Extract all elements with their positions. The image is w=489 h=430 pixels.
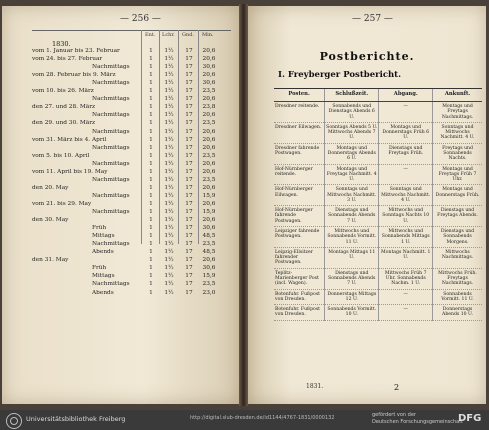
row-label: den 29. und 30. März <box>32 120 96 127</box>
cell-min: 30,6 <box>202 80 216 87</box>
cell-gnd: 17 <box>185 192 193 199</box>
cell-min: 20,6 <box>202 184 216 191</box>
row-label: Früh <box>92 225 107 232</box>
schedule-row <box>32 56 237 64</box>
row-label: Nachmittags <box>92 80 130 87</box>
row-label: Nachmittags <box>92 241 130 248</box>
row-label: vom 10. bis 26. März <box>32 88 94 95</box>
cell-posten: Dresdner fahrende Postwagen. <box>274 143 325 164</box>
cell-ankunft: Donnerstags Abends 10 U. <box>433 305 482 321</box>
cell-schluss: Dienstags und Sonnabends Abends 7 U. <box>325 268 379 289</box>
cell-ankunft: Mittwochs Nachmittags. <box>433 247 482 268</box>
cell-abgang: — <box>379 164 433 185</box>
cell-ent: 1 <box>149 160 153 167</box>
cell-lchr: 1½ <box>164 209 174 215</box>
cell-schluss: Montags und Donnerstags Abends 6 U. <box>325 143 379 164</box>
cell-min: 23,0 <box>202 289 216 296</box>
cell-gnd: 17 <box>185 144 193 151</box>
row-label: den 20. May <box>32 184 69 191</box>
cell-posten: Dresdner Eilwagen. <box>274 122 325 143</box>
cell-min: 20,6 <box>202 144 216 151</box>
cell-schluss: Mittwochs und Sonnabends Vormitt. 11 U. <box>325 227 379 248</box>
schedule-row <box>32 193 237 201</box>
cell-lchr: 1½ <box>164 152 174 159</box>
page-title: Postberichte. <box>319 50 415 63</box>
schedule-row <box>32 120 237 128</box>
university-logo-icon[interactable] <box>6 413 22 429</box>
cell-ent: 1 <box>149 120 153 127</box>
post-table <box>274 88 482 321</box>
cell-min: 20,6 <box>202 128 216 135</box>
row-label: vom 1. Januar bis 23. Februar <box>32 48 120 54</box>
cell-min: 20,6 <box>202 136 216 143</box>
row-label: Nachmittags <box>92 96 130 103</box>
cell-min: 20,6 <box>202 56 216 63</box>
cell-lchr: 1½ <box>164 200 174 207</box>
cell-lchr: 1½ <box>164 281 174 288</box>
cell-schluss: Sonnabends Vormitt. 10 U. <box>325 305 379 321</box>
header-schlusszeit: Schlußzeit. <box>325 89 379 102</box>
cell-lchr: 1½ <box>164 192 174 199</box>
cell-ent: 1 <box>149 184 153 191</box>
schedule-row <box>32 48 237 56</box>
row-label: vom 11. April bis 19. May <box>32 168 108 175</box>
cell-posten: Leipzig-Ellsitzer fahrender Postwagen. <box>274 247 325 268</box>
cell-lchr: 1½ <box>164 168 174 175</box>
table-row <box>274 247 482 268</box>
cell-gnd: 17 <box>185 233 193 240</box>
cell-min: 15,9 <box>202 273 216 280</box>
cell-ankunft: Mittwochs Früh. Freytags Nachmittags. <box>433 268 482 289</box>
cell-ent: 1 <box>149 209 153 215</box>
row-label: vom 28. Februar bis 9. März <box>32 72 116 79</box>
cell-gnd: 17 <box>185 96 193 103</box>
cell-lchr: 1½ <box>164 56 174 63</box>
cell-posten: Hof-Nürnberger Eilwagen. <box>274 185 325 206</box>
cell-lchr: 1½ <box>164 265 174 272</box>
cell-ent: 1 <box>149 112 153 119</box>
row-label: Mittags <box>92 273 115 280</box>
row-label: Nachmittags <box>92 281 130 288</box>
column-header-ent: Ent. <box>145 32 156 38</box>
cell-ankunft: Sonntags und Mittwochs Nachmitt. 4 U. <box>433 122 482 143</box>
table-row <box>274 164 482 185</box>
cell-ent: 1 <box>149 64 153 71</box>
cell-schluss: Sonnabends und Dienstags Abends 6 U. <box>325 101 379 122</box>
library-name[interactable]: Universitätsbibliothek Freiberg <box>26 415 126 423</box>
cell-abgang: Montags Nachmitt. 1 U. <box>379 247 433 268</box>
schedule-row <box>32 145 237 153</box>
cell-ent: 1 <box>149 144 153 151</box>
cell-min: 20,6 <box>202 72 216 79</box>
cell-min: 48,5 <box>202 233 216 240</box>
cell-ent: 1 <box>149 192 153 199</box>
row-label: vom 24. bis 27. Februar <box>32 56 103 63</box>
schedule-row <box>32 281 237 289</box>
row-label: den 30. May <box>32 217 69 224</box>
table-row <box>274 143 482 164</box>
table-header-row <box>274 89 482 102</box>
cell-posten: Botenfuhr. Fußpost von Dresden. <box>274 305 325 321</box>
cell-schluss: Sonntags und Mittwochs Nachmitt. 3 U. <box>325 185 379 206</box>
page-number: — 257 — <box>352 14 393 24</box>
cell-lchr: 1½ <box>164 120 174 127</box>
cell-posten: Teplitz-Marienberger Post (incl. Wagen). <box>274 268 325 289</box>
cell-ankunft: Dienstags und Freytags Abends. <box>433 206 482 227</box>
cell-lchr: 1½ <box>164 241 174 248</box>
cell-lchr: 1½ <box>164 72 174 79</box>
page-number: — 256 — <box>120 14 161 24</box>
schedule-row <box>32 88 237 96</box>
cell-min: 20,6 <box>202 48 216 54</box>
cell-min: 23,5 <box>202 120 216 127</box>
cell-min: 23,5 <box>202 241 216 248</box>
table-row <box>274 185 482 206</box>
cell-gnd: 17 <box>185 160 193 167</box>
cell-gnd: 17 <box>185 112 193 119</box>
cell-min: 20,6 <box>202 160 216 167</box>
row-label: Nachmittags <box>92 144 130 151</box>
schedule-row <box>32 169 237 177</box>
cell-abgang: Mittwochs und Sonntags Nachts 10 U. <box>379 206 433 227</box>
cell-gnd: 17 <box>185 241 193 248</box>
column-header-lchr: Lchr. <box>162 32 175 38</box>
schedule-row <box>32 80 237 88</box>
dfg-logo[interactable]: DFG <box>458 413 482 424</box>
cell-min: 20,6 <box>202 112 216 119</box>
cell-min: 20,6 <box>202 168 216 175</box>
table-row <box>274 227 482 248</box>
cell-ankunft: Montags und Donnerstags Früh. <box>433 185 482 206</box>
cell-gnd: 17 <box>185 273 193 280</box>
cell-lchr: 1½ <box>164 184 174 191</box>
cell-ent: 1 <box>149 225 153 232</box>
cell-ent: 1 <box>149 200 153 207</box>
cell-min: 23,5 <box>202 176 216 183</box>
cell-gnd: 17 <box>185 184 193 191</box>
cell-abgang: Mittwochs Früh 7 Uhr. Sonnabends Nachm. 1 U. <box>379 268 433 289</box>
funding-line-2: Deutschen Forschungsgemeinschaft <box>372 418 463 425</box>
cell-schluss: Montags Mittags 11 U. <box>325 247 379 268</box>
schedule-row <box>32 273 237 281</box>
cell-min: 23,5 <box>202 281 216 288</box>
cell-lchr: 1½ <box>164 128 174 135</box>
row-label: vom 31. März bis 4. April <box>32 136 107 143</box>
cell-lchr: 1½ <box>164 64 174 71</box>
cell-gnd: 17 <box>185 120 193 127</box>
cell-schluss: Sonntags Abends 5 U. Mittwochs Abends 7 U. <box>325 122 379 143</box>
header-rule <box>32 30 231 31</box>
cell-abgang: Sonntags und Mittwochs Nachmitt. 4 U. <box>379 185 433 206</box>
cell-gnd: 17 <box>185 265 193 272</box>
cell-ankunft: Dienstags und Sonnabends Morgens. <box>433 227 482 248</box>
cell-gnd: 17 <box>185 136 193 143</box>
cell-gnd: 17 <box>185 48 193 54</box>
schedule-row <box>32 137 237 145</box>
row-label: Nachmittags <box>92 176 130 183</box>
cell-posten: Leipziger fahrende Postwagen. <box>274 227 325 248</box>
cell-schluss: Montags und Freytags Nachmitt. 4 U. <box>325 164 379 185</box>
cell-abgang: — <box>379 305 433 321</box>
document-url[interactable]: http://digital.slub-dresden.de/id1144/4767-1831/0000132 <box>190 415 335 421</box>
row-label: Nachmittags <box>92 112 130 119</box>
cell-posten: Dresdner reitende. <box>274 101 325 122</box>
cell-ent: 1 <box>149 72 153 79</box>
cell-lchr: 1½ <box>164 249 174 256</box>
post-table-body <box>274 101 482 320</box>
cell-min: 30,6 <box>202 265 216 272</box>
cell-ent: 1 <box>149 233 153 240</box>
cell-min: 15,9 <box>202 209 216 215</box>
schedule-row <box>32 177 237 185</box>
schedule-row <box>32 185 237 193</box>
cell-gnd: 17 <box>185 209 193 215</box>
cell-abgang: Dienstags und Freytags Früh. <box>379 143 433 164</box>
cell-min: 48,5 <box>202 249 216 256</box>
cell-gnd: 17 <box>185 56 193 63</box>
cell-lchr: 1½ <box>164 136 174 143</box>
cell-ankunft: Sonnabends Vormitt. 11 U. <box>433 289 482 305</box>
row-label: den 31. May <box>32 257 69 264</box>
cell-lchr: 1½ <box>164 88 174 95</box>
cell-lchr: 1½ <box>164 273 174 280</box>
cell-ent: 1 <box>149 217 153 224</box>
cell-ent: 1 <box>149 168 153 175</box>
row-label: Abends <box>92 289 114 296</box>
schedule-row <box>32 290 237 298</box>
cell-ent: 1 <box>149 152 153 159</box>
column-header-gnd: Gnd. <box>182 32 195 38</box>
schedule-row <box>32 217 237 225</box>
cell-abgang: Mittwochs und Sonnabends Mittags 1 U. <box>379 227 433 248</box>
cell-lchr: 1½ <box>164 48 174 54</box>
cell-lchr: 1½ <box>164 112 174 119</box>
cell-lchr: 1½ <box>164 80 174 87</box>
cell-gnd: 17 <box>185 168 193 175</box>
cell-ankunft: Montags und Freytags Nachmittags. <box>433 101 482 122</box>
funding-line-1: gefördert von der <box>372 412 416 418</box>
schedule-row <box>32 153 237 161</box>
cell-posten: Hof-Nürnberger reitende. <box>274 164 325 185</box>
row-label: vom 21. bis 29. May <box>32 200 92 207</box>
cell-ent: 1 <box>149 273 153 280</box>
viewer-footer <box>0 410 489 430</box>
cell-gnd: 17 <box>185 225 193 232</box>
cell-lchr: 1½ <box>164 96 174 103</box>
cell-lchr: 1½ <box>164 217 174 224</box>
cell-ent: 1 <box>149 176 153 183</box>
cell-min: 23,5 <box>202 152 216 159</box>
cell-min: 15,9 <box>202 192 216 199</box>
cell-gnd: 17 <box>185 289 193 296</box>
cell-gnd: 17 <box>185 104 193 111</box>
schedule-row <box>32 241 237 249</box>
cell-gnd: 17 <box>185 257 193 264</box>
cell-ent: 1 <box>149 136 153 143</box>
row-label: Früh <box>92 265 107 272</box>
schedule-row <box>32 201 237 209</box>
cell-abgang: Montags und Donnerstags Früh 6 U. <box>379 122 433 143</box>
schedule-row <box>32 72 237 80</box>
schedule-row <box>32 104 237 112</box>
column-header-min: Min. <box>202 32 214 38</box>
cell-gnd: 17 <box>185 281 193 288</box>
cell-lchr: 1½ <box>164 176 174 183</box>
cell-ent: 1 <box>149 265 153 272</box>
cell-abgang: — <box>379 101 433 122</box>
table-row <box>274 289 482 305</box>
row-label: Nachmittags <box>92 128 130 135</box>
row-label: vom 5. bis 10. April <box>32 152 90 159</box>
table-row <box>274 101 482 122</box>
cell-min: 20,6 <box>202 257 216 264</box>
cell-lchr: 1½ <box>164 225 174 232</box>
schedule-row <box>32 112 237 120</box>
cell-lchr: 1½ <box>164 257 174 264</box>
cell-lchr: 1½ <box>164 233 174 240</box>
cell-ent: 1 <box>149 257 153 264</box>
cell-ankunft: Montags und Freytags Früh 7 Uhr. <box>433 164 482 185</box>
cell-gnd: 17 <box>185 217 193 224</box>
cell-gnd: 17 <box>185 249 193 256</box>
table-row <box>274 206 482 227</box>
cell-ent: 1 <box>149 281 153 288</box>
schedule-row <box>32 64 237 72</box>
cell-ent: 1 <box>149 88 153 95</box>
cell-lchr: 1½ <box>164 289 174 296</box>
cell-posten: Hof-Nürnberger fahrende Postwagen. <box>274 206 325 227</box>
schedule-row <box>32 257 237 265</box>
header-abgang: Abgang. <box>379 89 433 102</box>
cell-ent: 1 <box>149 249 153 256</box>
year-heading: 1830. <box>52 40 71 48</box>
funding-note <box>372 412 463 425</box>
cell-gnd: 17 <box>185 80 193 87</box>
cell-schluss: Dienstags und Sonnabends Abends 7 U. <box>325 206 379 227</box>
section-title: I. Freyberger Postbericht. <box>278 70 402 80</box>
row-label: Nachmittags <box>92 160 130 167</box>
cell-ent: 1 <box>149 128 153 135</box>
row-label: Abends <box>92 249 114 256</box>
cell-ent: 1 <box>149 56 153 63</box>
cell-lchr: 1½ <box>164 144 174 151</box>
cell-gnd: 17 <box>185 152 193 159</box>
cell-schluss: Donnerstags Mittags 12 U. <box>325 289 379 305</box>
schedule-row <box>32 161 237 169</box>
signature-mark: 2 <box>394 383 400 392</box>
cell-ent: 1 <box>149 96 153 103</box>
row-label: den 27. und 28. März <box>32 104 96 111</box>
cell-gnd: 17 <box>185 176 193 183</box>
cell-min: 20,6 <box>202 217 216 224</box>
table-row <box>274 305 482 321</box>
cell-min: 30,6 <box>202 225 216 232</box>
row-label: Nachmittags <box>92 192 130 199</box>
right-page <box>248 6 486 404</box>
schedule-row <box>32 249 237 257</box>
cell-ent: 1 <box>149 48 153 54</box>
schedule-row <box>32 129 237 137</box>
cell-min: 23,5 <box>202 88 216 95</box>
left-page <box>2 6 239 404</box>
schedule-row <box>32 209 237 217</box>
cell-ent: 1 <box>149 289 153 296</box>
header-ankunft: Ankunft. <box>433 89 482 102</box>
schedule-row <box>32 233 237 241</box>
header-posten: Posten. <box>274 89 325 102</box>
cell-gnd: 17 <box>185 72 193 79</box>
cell-min: 20,6 <box>202 96 216 103</box>
cell-gnd: 17 <box>185 200 193 207</box>
cell-ent: 1 <box>149 104 153 111</box>
cell-lchr: 1½ <box>164 160 174 167</box>
book-gutter <box>239 4 248 406</box>
cell-min: 30,6 <box>202 64 216 71</box>
row-label: Mittags <box>92 233 115 240</box>
cell-gnd: 17 <box>185 64 193 71</box>
cell-ankunft: Freytags und Sonnabends Nachts. <box>433 143 482 164</box>
row-label: Nachmittags <box>92 209 130 215</box>
table-row <box>274 268 482 289</box>
schedule-row <box>32 265 237 273</box>
cell-min: 20,6 <box>202 200 216 207</box>
schedule-row <box>32 96 237 104</box>
cell-gnd: 17 <box>185 128 193 135</box>
cell-posten: Botenfuhr. Fußpost von Dresden. <box>274 289 325 305</box>
cell-ent: 1 <box>149 241 153 248</box>
cell-lchr: 1½ <box>164 104 174 111</box>
footer-year: 1831. <box>306 383 324 390</box>
cell-min: 23,8 <box>202 104 216 111</box>
schedule-row <box>32 225 237 233</box>
row-label: Nachmittags <box>92 64 130 71</box>
cell-abgang: — <box>379 289 433 305</box>
cell-gnd: 17 <box>185 88 193 95</box>
table-row <box>274 122 482 143</box>
cell-ent: 1 <box>149 80 153 87</box>
